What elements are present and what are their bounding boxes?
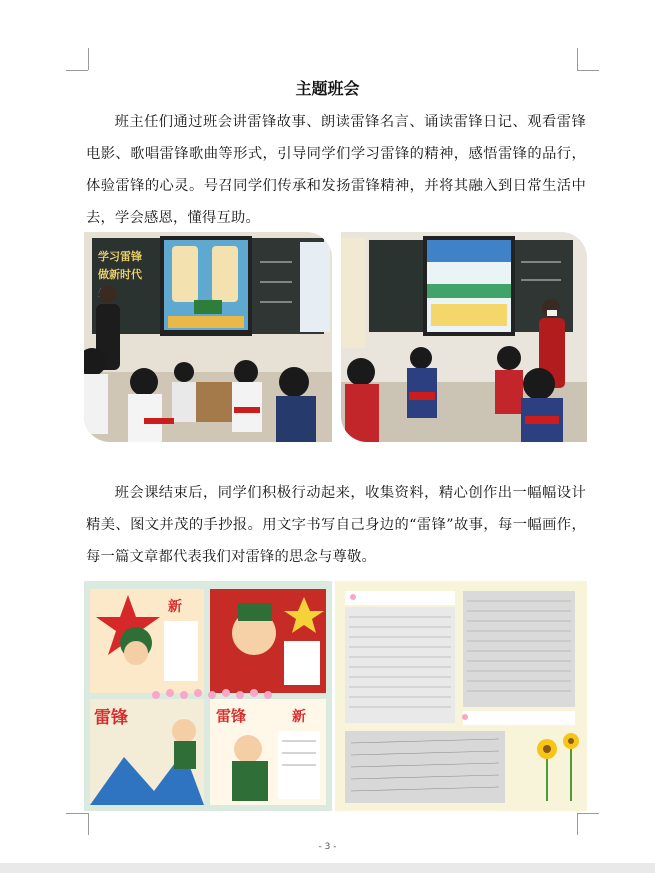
classroom-scene-image [84, 232, 332, 442]
classroom-photo-left [84, 232, 332, 442]
crop-mark-top-left [66, 70, 88, 71]
paragraph-class-meeting: 班主任们通过班会讲雷锋故事、朗读雷锋名言、诵读雷锋日记、观看雷锋电影、歌唱雷锋歌曲等形式，引导同学们学习雷锋的精神，感悟雷锋的品行，体验雷锋的心灵。号召同学们传承和发扬雷锋精神，并将其融入到日常生活中去，学会感恩，懂得互助。 [86, 114, 586, 226]
svg-text:做新时代: 做新时代 [98, 268, 142, 281]
classroom-photo-right [341, 232, 587, 442]
crop-mark-top-left [88, 48, 89, 70]
page-shadow [0, 863, 655, 873]
poster-title-text: 雷锋 [94, 708, 128, 728]
poster-title-text: 雷锋 [216, 707, 247, 725]
crop-mark-bottom-left [66, 813, 88, 814]
svg-text:新: 新 [168, 599, 182, 615]
crop-mark-bottom-left [88, 813, 89, 835]
page-number: - 3 - [318, 842, 337, 852]
poster-collage-image [84, 581, 332, 811]
document-title: 主题班会 [295, 79, 360, 98]
crop-mark-bottom-right [577, 813, 599, 814]
newspaper-poster-collage-left [84, 581, 332, 811]
svg-text:学习雷锋: 学习雷锋 [98, 250, 142, 263]
crop-mark-bottom-right [577, 813, 578, 835]
classroom-scene-image [341, 232, 587, 442]
paragraph-handwritten-newspaper: 班会课结束后，同学们积极行动起来，收集资料，精心创作出一幅幅设计精美、图文并茂的手抄报。用文字书写自己身边的“雷锋”故事，每一幅画作，每一篇文章都代表我们对雷锋的思念与尊敬。 [86, 485, 586, 565]
crop-mark-top-right [577, 48, 578, 70]
essay-collage-image [335, 581, 587, 811]
crop-mark-top-right [577, 70, 599, 71]
handwritten-essays-collage-right [335, 581, 587, 811]
poster-title-text: 新 [292, 709, 306, 725]
